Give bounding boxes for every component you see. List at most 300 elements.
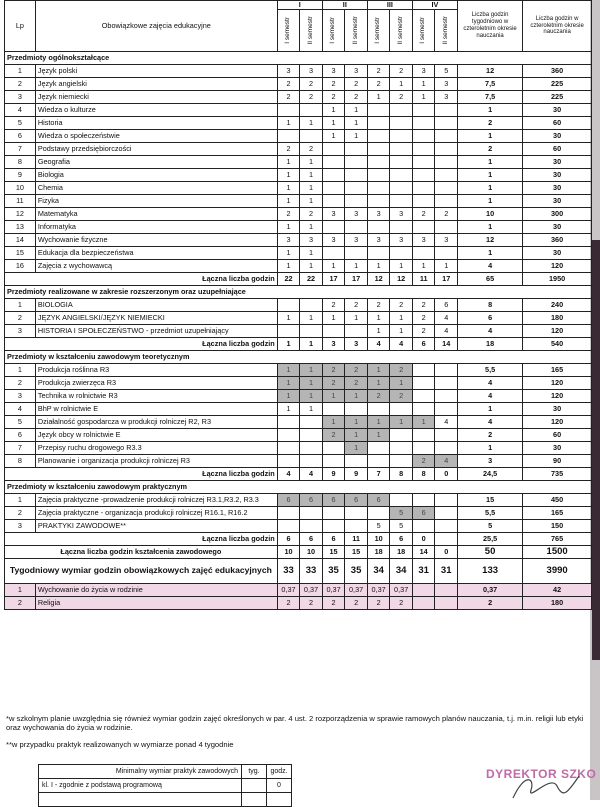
summary-semester: 3 [345, 338, 368, 351]
row-semester-hours: 3 [435, 91, 458, 104]
row-total: 240 [523, 299, 592, 312]
practice-row-weeks [242, 779, 267, 793]
row-semester-hours [435, 377, 458, 390]
grand-total-semester: 34 [390, 559, 413, 584]
row-semester-hours: 3 [390, 208, 413, 221]
row-semester-hours [412, 597, 435, 610]
row-lp: 9 [5, 169, 36, 182]
row-semester-hours: 2 [300, 78, 323, 91]
row-semester-hours [435, 403, 458, 416]
row-weekly: 1 [457, 442, 522, 455]
header-year: II [322, 1, 367, 10]
row-semester-hours: 1 [277, 390, 300, 403]
row-semester-hours: 1 [367, 377, 390, 390]
row-semester-hours [390, 195, 413, 208]
row-weekly: 1 [457, 156, 522, 169]
row-semester-hours [435, 442, 458, 455]
row-semester-hours: 2 [322, 377, 345, 390]
row-semester-hours [412, 520, 435, 533]
row-weekly: 4 [457, 325, 522, 338]
row-subject: Fizyka [35, 195, 277, 208]
row-semester-hours [435, 221, 458, 234]
row-semester-hours [300, 104, 323, 117]
row-semester-hours [367, 507, 390, 520]
row-semester-hours: 1 [367, 416, 390, 429]
row-semester-hours: 2 [367, 299, 390, 312]
table-row [5, 403, 592, 416]
row-total: 120 [523, 377, 592, 390]
row-lp: 1 [5, 65, 36, 78]
table-row [5, 208, 592, 221]
practice-header-label: Minimalny wymiar praktyk zawodowych [39, 765, 242, 779]
summary-weekly: 18 [457, 338, 522, 351]
row-semester-hours [300, 416, 323, 429]
row-semester-hours: 2 [322, 91, 345, 104]
row-semester-hours: 1 [345, 442, 368, 455]
row-semester-hours: 6 [367, 494, 390, 507]
table-row [5, 65, 592, 78]
row-semester-hours [412, 584, 435, 597]
row-subject: Wychowanie do życia w rodzinie [35, 584, 277, 597]
row-semester-hours: 1 [300, 182, 323, 195]
row-semester-hours: 5 [435, 65, 458, 78]
row-semester-hours: 1 [277, 377, 300, 390]
table-row [5, 143, 592, 156]
row-total: 150 [523, 520, 592, 533]
row-lp: 8 [5, 156, 36, 169]
summary-semester: 22 [277, 273, 300, 286]
table-row [5, 416, 592, 429]
row-semester-hours [322, 195, 345, 208]
summary-label: Łączna liczba godzin [5, 533, 278, 546]
summary-weekly: 65 [457, 273, 522, 286]
row-lp: 6 [5, 429, 36, 442]
summary-weekly: 25,5 [457, 533, 522, 546]
row-weekly: 1 [457, 104, 522, 117]
row-subject: Język niemiecki [35, 91, 277, 104]
extra-row [5, 584, 592, 597]
row-semester-hours [412, 169, 435, 182]
grand-total-semester: 35 [345, 559, 368, 584]
row-lp: 10 [5, 182, 36, 195]
grand-total-total: 3990 [523, 559, 592, 584]
page-edge-dark [592, 240, 600, 660]
row-semester-hours: 1 [300, 221, 323, 234]
row-semester-hours [345, 182, 368, 195]
row-semester-hours [277, 299, 300, 312]
row-semester-hours: 1 [390, 416, 413, 429]
row-subject: Chemia [35, 182, 277, 195]
row-semester-hours: 2 [412, 325, 435, 338]
row-subject: Wychowanie fizyczne [35, 234, 277, 247]
header-row [5, 1, 592, 10]
row-semester-hours [322, 455, 345, 468]
summary-semester [435, 533, 458, 546]
row-semester-hours: 1 [367, 364, 390, 377]
summary-semester: 12 [367, 273, 390, 286]
row-lp: 14 [5, 234, 36, 247]
row-weekly: 0,37 [457, 584, 522, 597]
row-semester-hours [322, 325, 345, 338]
row-subject: Przepisy ruchu drogowego R3.3 [35, 442, 277, 455]
row-semester-hours [345, 221, 368, 234]
row-semester-hours [435, 364, 458, 377]
header-weekly: Liczba godzin tygodniowo w czteroletnim okresie nauczania [457, 1, 522, 52]
table-row [5, 455, 592, 468]
semester-label: II semestr [441, 15, 449, 45]
row-semester-hours: 3 [412, 65, 435, 78]
row-subject: Podstawy przedsiębiorczości [35, 143, 277, 156]
row-lp: 1 [5, 584, 36, 597]
row-semester-hours [367, 156, 390, 169]
summary-weekly: 24,5 [457, 468, 522, 481]
row-weekly: 4 [457, 260, 522, 273]
grand-total-semester: 34 [367, 559, 390, 584]
row-semester-hours [435, 597, 458, 610]
row-semester-hours: 0,37 [322, 584, 345, 597]
row-subject: Produkcja zwierzęca R3 [35, 377, 277, 390]
table-row [5, 169, 592, 182]
row-semester-hours [345, 143, 368, 156]
row-semester-hours: 5 [367, 520, 390, 533]
semester-label: I semestr [329, 16, 337, 44]
summary-semester: 7 [367, 468, 390, 481]
row-semester-hours [367, 221, 390, 234]
signature-scribble [505, 768, 585, 802]
row-semester-hours: 6 [412, 507, 435, 520]
summary-semester: 4 [300, 468, 323, 481]
row-semester-hours: 3 [367, 208, 390, 221]
table-row [5, 104, 592, 117]
row-semester-hours: 1 [300, 377, 323, 390]
summary-row [5, 533, 592, 546]
row-total: 30 [523, 442, 592, 455]
table-row [5, 377, 592, 390]
row-total: 165 [523, 507, 592, 520]
row-semester-hours [412, 117, 435, 130]
row-semester-hours: 0,37 [390, 584, 413, 597]
table-row [5, 299, 592, 312]
summary-row [5, 273, 592, 286]
row-semester-hours: 1 [277, 247, 300, 260]
vocational-total-label: Łączna liczba godzin kształcenia zawodowego [5, 546, 278, 559]
row-weekly: 12 [457, 65, 522, 78]
summary-semester: 8 [412, 468, 435, 481]
row-total: 60 [523, 117, 592, 130]
row-semester-hours: 1 [345, 416, 368, 429]
row-semester-hours [435, 247, 458, 260]
row-semester-hours: 2 [390, 65, 413, 78]
row-semester-hours [322, 442, 345, 455]
row-semester-hours: 1 [300, 390, 323, 403]
row-weekly: 4 [457, 390, 522, 403]
row-semester-hours: 2 [345, 377, 368, 390]
table-row [5, 390, 592, 403]
summary-semester: 8 [390, 468, 413, 481]
row-weekly: 5,5 [457, 364, 522, 377]
row-weekly: 10 [457, 208, 522, 221]
row-subject: Matematyka [35, 208, 277, 221]
header-year: I [277, 1, 322, 10]
row-subject: PRAKTYKI ZAWODOWE** [35, 520, 277, 533]
summary-semester: 17 [345, 273, 368, 286]
row-semester-hours: 2 [277, 91, 300, 104]
row-semester-hours: 3 [345, 65, 368, 78]
row-semester-hours: 1 [300, 156, 323, 169]
row-semester-hours [345, 169, 368, 182]
row-semester-hours: 2 [322, 299, 345, 312]
row-weekly: 8 [457, 299, 522, 312]
table-row [5, 312, 592, 325]
row-semester-hours [412, 182, 435, 195]
row-semester-hours: 1 [390, 78, 413, 91]
row-total: 165 [523, 364, 592, 377]
row-lp: 6 [5, 130, 36, 143]
summary-label: Łączna liczba godzin [5, 338, 278, 351]
footnote-2: **w przypadku praktyk realizowanych w wymiarze ponad 4 tygodnie [6, 739, 234, 749]
row-semester-hours: 4 [435, 416, 458, 429]
row-semester-hours [390, 156, 413, 169]
row-semester-hours: 2 [367, 78, 390, 91]
row-semester-hours: 3 [277, 234, 300, 247]
grand-total-semester: 33 [300, 559, 323, 584]
row-semester-hours: 1 [322, 390, 345, 403]
row-total: 120 [523, 390, 592, 403]
row-semester-hours [345, 455, 368, 468]
header-semester [390, 10, 413, 52]
table-row [5, 78, 592, 91]
grand-total-label: Tygodniowy wymiar godzin obowiązkowych zajęć edukacyjnych [5, 559, 278, 584]
vocational-total-semester: 10 [300, 546, 323, 559]
row-semester-hours: 1 [322, 312, 345, 325]
row-semester-hours [367, 195, 390, 208]
row-semester-hours [390, 429, 413, 442]
table-row [5, 442, 592, 455]
row-semester-hours [300, 455, 323, 468]
row-semester-hours [412, 364, 435, 377]
summary-total: 735 [523, 468, 592, 481]
row-semester-hours [322, 169, 345, 182]
vocational-total-semester: 15 [322, 546, 345, 559]
row-semester-hours [322, 143, 345, 156]
row-semester-hours [322, 520, 345, 533]
row-subject: Produkcja roślinna R3 [35, 364, 277, 377]
summary-total: 765 [523, 533, 592, 546]
row-semester-hours [435, 494, 458, 507]
summary-semester: 17 [322, 273, 345, 286]
row-semester-hours: 2 [367, 597, 390, 610]
row-semester-hours: 0,37 [345, 584, 368, 597]
table-row [5, 221, 592, 234]
row-lp: 3 [5, 325, 36, 338]
row-semester-hours: 1 [435, 260, 458, 273]
semester-label: II semestr [396, 15, 404, 45]
row-semester-hours [412, 221, 435, 234]
row-semester-hours: 1 [277, 195, 300, 208]
row-semester-hours [390, 494, 413, 507]
row-lp: 3 [5, 520, 36, 533]
semester-label: I semestr [374, 16, 382, 44]
row-semester-hours [435, 156, 458, 169]
row-semester-hours [390, 117, 413, 130]
grand-total-weekly: 133 [457, 559, 522, 584]
row-semester-hours [390, 455, 413, 468]
row-semester-hours: 1 [277, 403, 300, 416]
row-weekly: 12 [457, 234, 522, 247]
summary-label: Łączna liczba godzin [5, 468, 278, 481]
row-semester-hours [367, 403, 390, 416]
row-semester-hours [412, 247, 435, 260]
row-lp: 5 [5, 117, 36, 130]
header-year: III [367, 1, 412, 10]
section-title-row [5, 481, 592, 494]
practice-row-label: kl. I - zgodnie z podstawą programową [39, 779, 242, 793]
row-semester-hours [435, 195, 458, 208]
row-semester-hours: 2 [390, 91, 413, 104]
row-lp: 1 [5, 299, 36, 312]
row-semester-hours [300, 520, 323, 533]
row-semester-hours: 1 [300, 312, 323, 325]
row-weekly: 1 [457, 403, 522, 416]
row-lp: 2 [5, 312, 36, 325]
row-semester-hours: 2 [412, 312, 435, 325]
row-semester-hours [412, 104, 435, 117]
row-subject: Wiedza o kulturze [35, 104, 277, 117]
row-semester-hours [367, 169, 390, 182]
row-semester-hours: 6 [322, 494, 345, 507]
row-semester-hours: 1 [412, 78, 435, 91]
row-semester-hours: 1 [322, 117, 345, 130]
row-semester-hours [277, 104, 300, 117]
row-semester-hours [412, 195, 435, 208]
row-weekly: 1 [457, 182, 522, 195]
row-semester-hours: 1 [277, 364, 300, 377]
row-semester-hours [345, 247, 368, 260]
row-semester-hours: 1 [277, 312, 300, 325]
row-semester-hours: 1 [367, 325, 390, 338]
footnotes [6, 714, 591, 749]
summary-row [5, 338, 592, 351]
summary-semester: 11 [412, 273, 435, 286]
row-semester-hours: 1 [277, 182, 300, 195]
row-semester-hours [412, 130, 435, 143]
row-semester-hours: 6 [277, 494, 300, 507]
row-semester-hours [277, 520, 300, 533]
row-semester-hours: 1 [390, 377, 413, 390]
table-row [5, 156, 592, 169]
practice-table [38, 764, 292, 807]
row-semester-hours [277, 455, 300, 468]
row-semester-hours: 1 [390, 312, 413, 325]
header-total: Liczba godzin w czteroletnim okresie nauczania [523, 1, 592, 52]
row-semester-hours: 1 [412, 260, 435, 273]
row-semester-hours: 1 [300, 195, 323, 208]
row-weekly: 2 [457, 597, 522, 610]
row-semester-hours [412, 156, 435, 169]
row-semester-hours [322, 403, 345, 416]
row-semester-hours: 1 [277, 169, 300, 182]
row-total: 60 [523, 143, 592, 156]
row-subject: Informatyka [35, 221, 277, 234]
summary-semester: 22 [300, 273, 323, 286]
row-semester-hours: 5 [390, 520, 413, 533]
row-semester-hours [390, 130, 413, 143]
section-title: Przedmioty ogólnokształcące [5, 52, 592, 65]
row-semester-hours [412, 494, 435, 507]
summary-semester: 0 [412, 533, 435, 546]
row-semester-hours: 3 [435, 78, 458, 91]
row-total: 450 [523, 494, 592, 507]
practice-header-hours: godz. [267, 765, 292, 779]
summary-semester: 6 [412, 338, 435, 351]
row-semester-hours: 2 [390, 299, 413, 312]
row-semester-hours: 1 [345, 104, 368, 117]
row-lp: 12 [5, 208, 36, 221]
row-subject: JĘZYK ANGIELSKI/JĘZYK NIEMIECKI [35, 312, 277, 325]
row-semester-hours [367, 455, 390, 468]
row-total: 30 [523, 156, 592, 169]
row-semester-hours: 1 [345, 390, 368, 403]
table-row [5, 494, 592, 507]
row-total: 360 [523, 65, 592, 78]
row-lp: 2 [5, 597, 36, 610]
row-semester-hours: 2 [322, 429, 345, 442]
header-semester [367, 10, 390, 52]
summary-semester: 9 [345, 468, 368, 481]
table-row [5, 117, 592, 130]
row-semester-hours [277, 325, 300, 338]
row-lp: 1 [5, 364, 36, 377]
row-semester-hours: 2 [277, 597, 300, 610]
row-semester-hours [435, 169, 458, 182]
row-subject: Biologia [35, 169, 277, 182]
row-semester-hours: 3 [322, 208, 345, 221]
row-semester-hours: 3 [367, 234, 390, 247]
row-semester-hours: 1 [345, 312, 368, 325]
summary-semester: 4 [367, 338, 390, 351]
row-total: 60 [523, 429, 592, 442]
row-semester-hours: 4 [435, 312, 458, 325]
extra-row [5, 597, 592, 610]
row-semester-hours: 1 [322, 130, 345, 143]
row-semester-hours [300, 429, 323, 442]
row-semester-hours: 2 [322, 78, 345, 91]
semester-label: I semestr [419, 16, 427, 44]
row-semester-hours: 2 [345, 299, 368, 312]
row-semester-hours [322, 507, 345, 520]
row-semester-hours: 3 [277, 65, 300, 78]
row-semester-hours: 3 [300, 234, 323, 247]
section-title: Przedmioty realizowane w zakresie rozszerzonym oraz uzupełniające [5, 286, 592, 299]
row-weekly: 1 [457, 195, 522, 208]
row-subject: Zajęcia praktyczne - organizacja produkcji rolniczej R16.1, R16.2 [35, 507, 277, 520]
header-semester [322, 10, 345, 52]
row-semester-hours: 2 [277, 143, 300, 156]
header-semester [300, 10, 323, 52]
vocational-total-total: 1500 [523, 546, 592, 559]
row-subject: Działalność gospodarcza w produkcji rolniczej R2, R3 [35, 416, 277, 429]
row-semester-hours: 1 [277, 221, 300, 234]
row-total: 30 [523, 182, 592, 195]
summary-total: 540 [523, 338, 592, 351]
row-semester-hours: 1 [345, 117, 368, 130]
row-semester-hours [277, 429, 300, 442]
row-semester-hours [435, 117, 458, 130]
header-semester [435, 10, 458, 52]
semester-label: II semestr [351, 15, 359, 45]
row-weekly: 7,5 [457, 91, 522, 104]
vocational-total-row [5, 546, 592, 559]
